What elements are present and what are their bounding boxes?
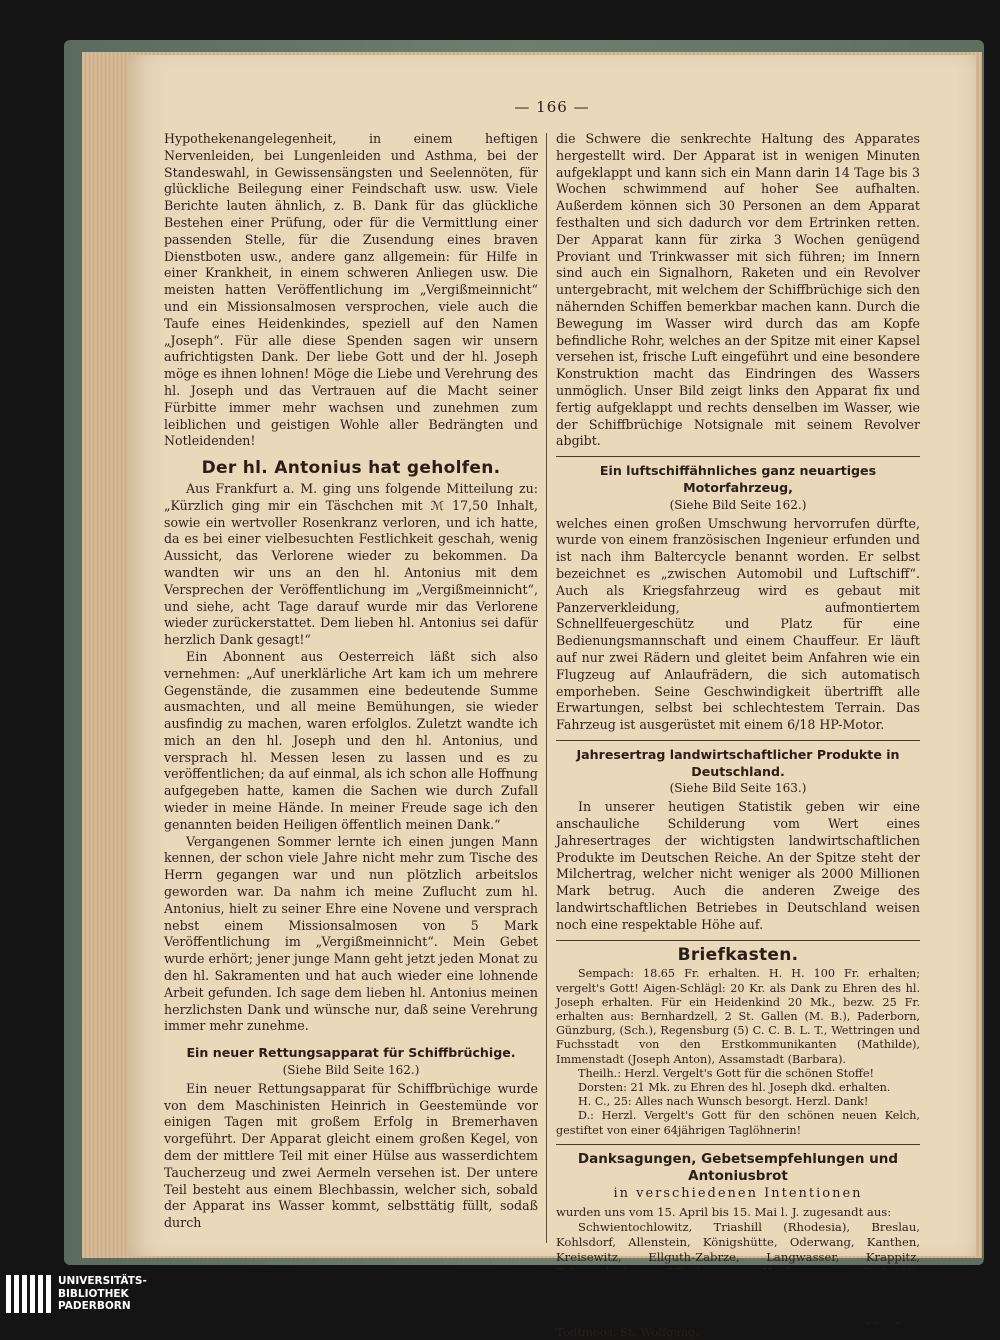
paragraph: H. C., 25: Alles nach Wunsch besorgt. Herzl. Dank! [578, 1095, 869, 1109]
heading-antonius: Der hl. Antonius hat geholfen. [201, 458, 501, 479]
paragraph: In unserer heutigen Statistik geben wir eine anschauliche Schilderung vom Wert eines Jahresertrages der wichtigsten landwirtschaftlichen Produkte im Deutschen Reiche. An der Spitze steht der Milchertrag, welcher nicht weniger als 2000 Millionen Mark betrug. Auch die anderen Zweige des landwirtschaftlichen Betriebes in Deutschland weisen noch eine respektable Höhe auf. [556, 799, 920, 932]
heading-briefkasten: Briefkasten. [677, 944, 799, 965]
briefkasten-section [556, 967, 920, 1137]
paragraph: Sempach: 18.65 Fr. erhalten. H. H. 100 Fr. erhalten; vergelt's Gott! Aigen-Schlägl: 20 Kr. als Dank zu Ehren des hl. Joseph erhalten. Für ein Heidenkind 20 Mk., bezw. 25 Fr. erhalten aus: Bernhardzell, 2 St. Gallen (M. B.), Paderborn, Günzburg, (Sch.), Regensburg (5) C. C. B. L. T., Wettringen und Fuchsstadt von den Erstkommunikanten (Mathilde), Immenstadt (Joseph Anton), Assamstadt (Barbara). [556, 967, 920, 1066]
section-rule [556, 456, 920, 457]
heading-jahresertrag: Jahresertrag landwirtschaftlicher Produkte in Deutschland. [576, 746, 900, 779]
paragraph: Ein neuer Rettungsapparat für Schiffbrüchige wurde von dem Maschinisten Heinrich in Geestemünde vor einigen Tagen mit großem Erfolg in Bremerhaven vorgeführt. Der Apparat gleicht einem großen Kegel, von dem der mittlere Teil mit einer Hülse aus wasserdichtem Taucherzeug und zwei Aermeln versehen ist. Der untere Teil besteht aus einem Blechbassin, welcher sich, sobald der Apparat ins Wasser kommt, selbsttätig füllt, sodaß durch [164, 1080, 538, 1231]
left-column [164, 131, 538, 1232]
paragraph: wurden uns vom 15. April bis 15. Mai l. J. zugesandt aus: [556, 1205, 892, 1220]
heading-rettungsapparat: Ein neuer Rettungsapparat für Schiffbrüchige. [186, 1045, 516, 1061]
library-logo-icon [6, 1275, 52, 1313]
library-footer [0, 1270, 1000, 1321]
paragraph: Schwientochlowitz, Triashill (Rhodesia), Breslau, Kohlsdorf, Allenstein, Königshütte, Oderwang, Kanthen, Kreisewitz, Ellguth-Zabrze, Langwasser, Krappitz, Todtmoos, St. Wolfgang, [556, 1220, 920, 1340]
subheading-see-image: (Siehe Bild Seite 162.) [669, 497, 807, 512]
paragraph: Ein Abonnent aus Oesterreich läßt sich also vernehmen: „Auf unerklärliche Art kam ich um mehrere Gegenstände, die zusammen eine bedeutende Summe ausmachten, und all meine Bemühungen, sie wieder ausfindig zu machen, waren erfolglos. Zuletzt wandte ich mich an den hl. Joseph und den hl. Antonius, und versprach hl. Messen lesen zu lassen und es zu veröffentlichen; da auf einmal, als ich schon alle Hoffnung aufgegeben hatte, kamen die Sachen wie durch Zufall wieder in meine Hände. In meiner Freude sage ich den genannten beiden Heiligen öffentlich meinen Dank.“ [164, 648, 538, 832]
subheading-intentionen: in verschiedenen Intentionen [613, 1186, 863, 1202]
section-rule [556, 740, 920, 741]
paragraph: Vergangenen Sommer lernte ich einen jungen Mann kennen, der schon viele Jahre nicht mehr zum Tische des Herrn gegangen war und nun plötzlich arbeitslos geworden war. Da nahm ich meine Zuflucht zum hl. Antonius, hielt zu seiner Ehre eine Novene und versprach nebst einem Missionsalmosen von 5 Mark Veröffentlichung im „Vergißmeinnicht“. Mein Gebet wurde erhört; jener junge Mann geht jetzt jeden Monat zu den hl. Sakramenten und hat auch wieder eine lohnende Arbeit gefunden. Ich sage dem lieben hl. Antonius meinen herzlichsten Dank und wünsche nur, daß seine Verehrung immer mehr zunehme. [164, 833, 538, 1034]
paragraph: die Schwere die senkrechte Haltung des Apparates hergestellt wird. Der Apparat ist in wenigen Minuten aufgeklappt und kann sich ein Mann darin 14 Tage bis 3 Wochen schwimmend auf hoher See aufhalten. Außerdem können sich 30 Personen an dem Apparat festhalten und sich dadurch vor dem Ertrinken retten. Der Apparat kann für zirka 3 Wochen genügend Proviant und Trinkwasser mit sich führen; im Innern sind auch ein Signalhorn, Raketen und ein Revolver untergebracht, mit welchem der Schiffbrüchige sich den nähernden Schiffen bemerkbar machen kann. Durch die Bewegung im Wasser wird durch das am Kopfe befindliche Rohr, welches an der Spitze mit einer Kapsel versehen ist, frische Luft eingeführt und eine besondere Konstruktion macht das Eindringen des Wassers unmöglich. Unser Bild zeigt links den Apparat fix und fertig aufgeklappt und rechts denselben im Wasser, wie der Schiffbrüchige Notsignale mit seinem Revolver abgibt. [556, 131, 920, 449]
subheading-see-image: (Siehe Bild Seite 163.) [669, 781, 807, 796]
page-number: — 166 — [514, 98, 590, 116]
paragraph: Hypothekenangelegenheit, in einem heftigen Nervenleiden, bei Lungenleiden und Asthma, bei der Standeswahl, in Gewissensängsten und Seelennöten, für glückliche Beilegung einer Feindschaft usw. usw. Viele Berichte lauten ähnlich, z. B. Dank für das glückliche Bestehen einer Prüfung, oder für die Vermittlung einer passenden Stelle, für die Zusendung eines braven Dienstboten usw., andere ganz allgemein: für Hilfe in einer Krankheit, in einem schweren Anliegen usw. Die meisten hatten Veröffentlichung im „Vergißmeinnicht“ und ein Missionsalmosen versprochen, viele auch die Taufe eines Heidenkindes, speziell auf den Namen „Joseph“. Für alle diese Spenden sagen wir unsern aufrichtigsten Dank. Der liebe Gott und der hl. Joseph möge es ihnen lohnen! Möge die Liebe und Verehrung des hl. Joseph und das Vertrauen auf die Macht seiner Fürbitte immer mehr wachsen und zunehmen zum leiblichen und geistigen Wohle aller Bedrängten und Notleidenden! [164, 131, 538, 449]
section-rule [556, 1144, 920, 1145]
subheading-see-image: (Siehe Bild Seite 162.) [282, 1063, 420, 1078]
paragraph: D.: Herzl. Vergelt's Gott für den schönen neuen Kelch, gestiftet von einer 64jährigen Taglöhnerin! [556, 1109, 920, 1137]
paragraph: Aus Frankfurt a. M. ging uns folgende Mitteilung zu: „Kürzlich ging mir ein Täschchen mit ℳ 17,50 Inhalt, sowie ein wertvoller Rosenkranz verloren, und ich hatte, da es bei einer vielbesuchten Festlichkeit geschah, wenig Aussicht, das Verlorene wieder zu bekommen. Da wandten wir uns an den hl. Antonius mit dem Versprechen der Veröffentlichung im „Vergißmeinnicht“, und siehe, acht Tage darauf wurde mir das Verlorene wieder zurückerstattet. Dem lieben hl. Antonius sei dafür herzlich Dank gesagt!“ [164, 480, 538, 648]
heading-motorfahrzeug: Ein luftschiffähnliches ganz neuartiges Motorfahrzeug, [599, 463, 877, 495]
paragraph: welches einen großen Umschwung hervorrufen dürfte, wurde von einem französischen Ingenieur erfunden und ist nach ihm Baltercycle benannt worden. Er selbst bezeichnet es „zwischen Automobil und Luftschiff“. Auch als Kriegsfahrzeug wird es gebaut mit Panzerverkleidung, aufmontiertem Schnellfeuergeschütz und Platz für eine Bedienungsmannschaft und einem Chauffeur. Er läuft auf nur zwei Rädern und gleitet beim Anfahren wie ein Flugzeug auf Anlaufrädern, die sich automatisch emporheben. Seine Geschwindigkeit übertrifft alle Erwartungen, selbst bei schlechtestem Terrain. Das Fahrzeug ist ausgerüstet mit einem 6/18 HP-Motor. [556, 515, 920, 733]
column-divider [546, 133, 547, 1243]
book-page [128, 55, 976, 1340]
paragraph: Dorsten: 21 Mk. zu Ehren des hl. Joseph dkd. erhalten. [578, 1081, 891, 1095]
section-rule [556, 940, 920, 941]
heading-danksagungen: Danksagungen, Gebetsempfehlungen und Antoniusbrot [577, 1150, 899, 1184]
right-column [556, 131, 920, 1340]
library-name: UNIVERSITÄTS- BIBLIOTHEK PADERBORN [58, 1275, 147, 1312]
paragraph: Theilh.: Herzl. Vergelt's Gott für die schönen Stoffe! [578, 1066, 874, 1080]
